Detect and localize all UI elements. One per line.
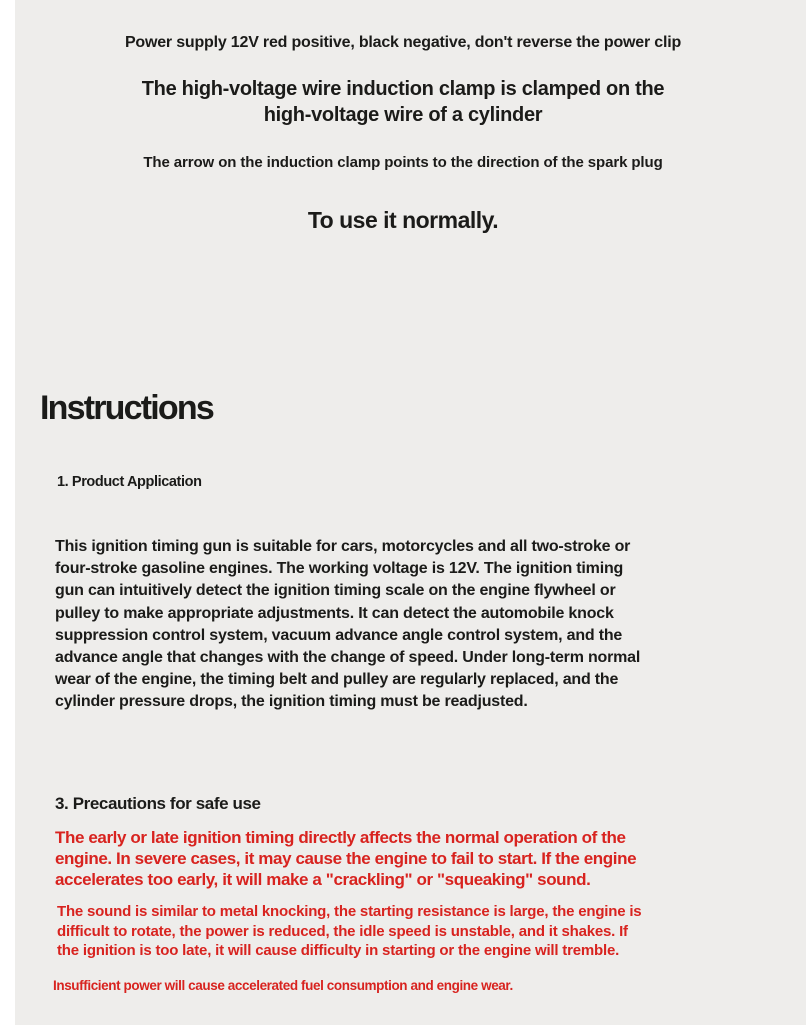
warning-paragraph-insufficient-power: Insufficient power will cause accelerated fuel consumption and engine wear. <box>53 978 513 993</box>
application-line: pulley to make appropriate adjustments. It can detect the automobile knock <box>55 604 614 622</box>
application-line: four-stroke gasoline engines. The working voltage is 12V. The ignition timing <box>55 560 624 578</box>
warning-line: engine. In severe cases, it may cause the engine to fail to start. If the engine <box>55 849 637 868</box>
warning-line: accelerates too early, it will make a "crackling" or "squeaking" sound. <box>55 870 591 889</box>
application-line: suppression control system, vacuum advance angle control system, and the <box>55 626 623 644</box>
clamp-heading-line: The high-voltage wire induction clamp is clamped on the <box>141 78 665 100</box>
clamp-heading-line: high-voltage wire of a cylinder <box>263 104 543 126</box>
application-line: advance angle that changes with the change of speed. Under long-term normal <box>55 649 641 667</box>
application-line: cylinder pressure drops, the ignition timing must be readjusted. <box>55 693 528 711</box>
application-line: wear of the engine, the timing belt and pulley are regularly replaced, and the <box>55 671 619 689</box>
warning-line: the ignition is too late, it will cause difficulty in starting or the engine will tremble. <box>57 942 620 960</box>
power-supply-note: Power supply 12V red positive, black negative, don't reverse the power clip <box>124 34 682 51</box>
use-normally-heading: To use it normally. <box>307 207 499 233</box>
section-heading-product-application: 1. Product Application <box>57 474 202 490</box>
arrow-direction-note: The arrow on the induction clamp points to the direction of the spark plug <box>143 154 663 171</box>
application-paragraph <box>55 536 640 714</box>
clamp-heading <box>0 76 806 128</box>
warning-line: The early or late ignition timing directly affects the normal operation of the <box>55 828 626 847</box>
warning-line: difficult to rotate, the power is reduced, the idle speed is unstable, and it shakes. If <box>57 922 628 940</box>
section-heading-precautions: 3. Precautions for safe use <box>55 794 261 813</box>
application-line: This ignition timing gun is suitable for cars, motorcycles and all two-stroke or <box>55 538 631 555</box>
warning-paragraph-sound-symptoms <box>57 902 641 961</box>
application-line: gun can intuitively detect the ignition timing scale on the engine flywheel or <box>55 582 616 600</box>
warning-line: The sound is similar to metal knocking, the starting resistance is large, the engine is <box>57 903 642 920</box>
warning-paragraph-early-late-timing <box>55 827 636 890</box>
instructions-title: Instructions <box>40 389 213 427</box>
